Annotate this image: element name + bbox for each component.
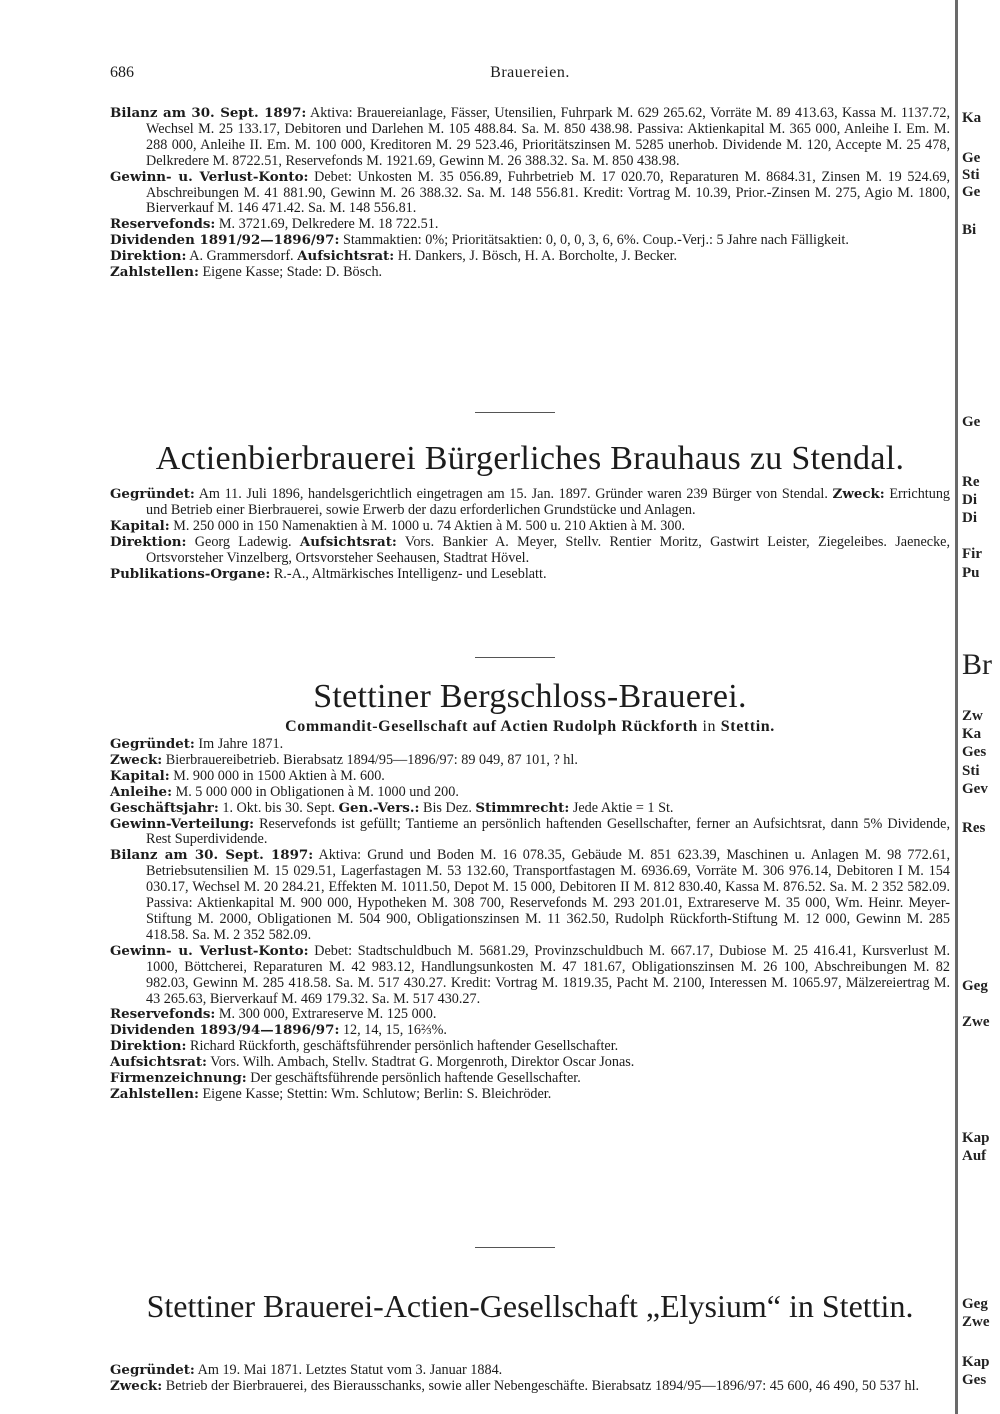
gewinn-verlust-paragraph: Gewinn- u. Verlust-Konto: Debet: Stadtschuldbuch M. 5681.29, Provinzschuldbuch M. 667.17, Dubiose M. 25 416.41, Kursverlust M. 1000, Böttcherei, Reparaturen M. 42 983.12, Handlungsunkosten M. 47 181.67, Obligationszinsen M. 26 100, Abschreibungen M. 82 982.03, Gewinn M. 285 418.58. Sa. M. 517 430.27. Kredit: Vortrag M. 1819.35, Pacht M. 2100, Interessen M. 1065.97, Mälzereiertrag M. 43 265.63, Bierverkauf M. 469 179.32. Sa. M. 517 430.27. [110,942,951,1007]
direktion-paragraph: Direktion: A. Grammersdorf. Aufsichtsrat: H. Dankers, J. Bösch, H. A. Borcholte, J. Becker. [110,248,678,265]
margin-fragment: Sti [962,167,980,183]
margin-fragment: Bi [962,222,977,238]
margin-fragment: Res [962,820,986,836]
margin-fragment: Ge [962,150,981,166]
entry-title-elysium: Stettiner Brauerei-Actien-Gesellschaft „Elysium“ in Stettin. [146,1288,914,1324]
entry-title-bergschloss: Stettiner Bergschloss-Brauerei. [313,678,747,715]
direktion-paragraph: Direktion: Georg Ladewig. Aufsichtsrat: Vors. Bankier A. Meyer, Stellv. Rentier Moritz, Gastwirt Leister, Ziegeleibes. Jaenecke, Ortsvorsteher Vinzelberg, Ortsvorsteher Seehausen, Stadtrat Hövel. [110,533,951,566]
kapital-paragraph: Kapital: M. 900 000 in 1500 Aktien à M. 600. [110,767,385,784]
section-previous-entry [110,106,950,281]
firmenzeichnung-paragraph: Firmenzeichnung: Der geschäftsführende persönlich haftende Gesellschafter. [110,1070,581,1087]
gegruendet-paragraph: Gegründet: Im Jahre 1871. [110,736,284,752]
gegruendet-paragraph: Gegründet: Am 19. Mai 1871. Letztes Statut vom 3. Januar 1884. [110,1362,503,1378]
zweck-paragraph: Zweck: Betrieb der Bierbrauerei, des Bierausschanks, sowie aller Nebengeschäfte. Bierabsatz 1894/95—1896/97: 45 600, 46 490, 50 537 hl. [110,1377,920,1394]
zweck-paragraph: Zweck: Bierbrauereibetrieb. Bierabsatz 1894/95—1896/97: 89 049, 87 101, ? hl. [110,751,578,768]
margin-fragment: Geg [962,978,988,994]
section-divider [475,412,555,413]
margin-fragment: Auf [962,1148,987,1164]
kapital-paragraph: Kapital: M. 250 000 in 150 Namenaktien à M. 1000 u. 74 Aktien à M. 500 u. 210 Aktien à M. 300. [110,517,686,534]
page-gutter-line [955,0,958,1414]
margin-fragment: Fir [962,546,982,562]
entry-title-stendal: Actienbierbrauerei Bürgerliches Brauhaus zu Stendal. [155,440,905,477]
gewinn-verlust-paragraph: Gewinn- u. Verlust-Konto: Debet: Unkosten M. 35 056.89, Fuhrbetrieb M. 17 020.70, Reparaturen M. 8684.31, Zinsen M. 19 524.69, Abschreibungen M. 41 881.90, Gewinn M. 26 388.32. Sa. M. 148 556.81. Kredit: Vortrag M. 10.39, Prior.-Zinsen M. 275, Agio M. 1800, Bierverkauf M. 146 471.42. Sa. M. 148 556.81. [110,168,950,217]
margin-fragment: Di [962,492,977,508]
margin-fragment: Zw [962,708,983,724]
margin-fragment: Ges [962,1372,987,1388]
margin-fragment: Ka [962,726,982,742]
bilanz-paragraph: Bilanz am 30. Sept. 1897: Aktiva: Grund und Boden M. 16 078.35, Gebäude M. 851 623.39, Maschinen u. Anlagen M. 98 772.61, Betriebsutensilien M. 15 029.51, Lagerfastagen M. 53 132.60, Transportfastagen M. 6936.69, Vorräte M. 306 976.14, Debitoren I M. 154 030.17, Wechsel M. 20 284.21, Effekten M. 1011.50, Depot M. 15 000, Debitoren II M. 812 830.40, Kassa M. 876.52. Sa. M. 2 352 582.09. Passiva: Aktienkapital M. 900 000, Hypotheken M. 308 700, Reservefonds M. 293 201.01, Extrareserve M. 35 000, Wm. Heinr. Meyer-Stiftung M. 2000, Obligationen M. 504 900, Obligationszinsen M. 11 362.50, Rudolph Rückforth-Stiftung M. 12 000, Gewinn M. 285 418.58. Sa. M. 2 352 582.09. [110,847,950,943]
section-stendal [110,487,950,582]
section-divider [475,1247,555,1248]
margin-fragment: Kap [962,1130,990,1146]
direktion-paragraph: Direktion: Richard Rückforth, geschäftsführender persönlich haftender Gesellschafter. [110,1038,619,1055]
gegruendet-paragraph: Gegründet: Am 11. Juli 1896, handelsgerichtlich eingetragen am 15. Jan. 1897. Gründer waren 239 Bürger von Stendal. Zweck: Errichtung und Betrieb einer Bierbrauerei, sowie Erwerb der dazu erforderlichen Grundstücke und Anlagen. [110,486,951,518]
publikation-paragraph: Publikations-Organe: R.-A., Altmärkisches Intelligenz- und Leseblatt. [110,565,547,582]
margin-fragment: Br [962,648,992,681]
dividenden-paragraph: Dividenden 1891/92—1896/97: Stammaktien: 0%; Prioritätsaktien: 0, 0, 0, 3, 6, 6%. Coup.-Verj.: 5 Jahre nach Fälligkeit. [110,232,849,249]
margin-fragment: Sti [962,763,980,779]
reservefonds-paragraph: Reservefonds: M. 300 000, Extrareserve M. 125 000. [110,1006,437,1023]
gewinnverteilung-paragraph: Gewinn-Verteilung: Reservefonds ist gefüllt; Tantieme an persönlich haftenden Gesellschafter, ferner an Aufsichtsrat, dann 5% Dividende, Rest Superdividende. [110,815,950,848]
zahlstellen-paragraph: Zahlstellen: Eigene Kasse; Stade: D. Bösch. [110,264,383,281]
page-header [110,64,950,86]
margin-fragment: Pu [962,565,980,581]
margin-fragment: Ge [962,184,981,200]
margin-fragment: Ges [962,744,987,760]
page-number: 686 [110,64,134,81]
margin-fragment: Ge [962,414,981,430]
margin-fragment: Geg [962,1296,988,1312]
margin-fragment: Zwe [962,1314,990,1330]
section-elysium [110,1363,950,1395]
section-bergschloss [110,737,950,1103]
margin-fragment: Ka [962,110,982,126]
section-divider [475,657,555,658]
geschaeftsjahr-paragraph: Geschäftsjahr: 1. Okt. bis 30. Sept. Gen.-Vers.: Bis Dez. Stimmrecht: Jede Aktie = 1 St. [110,799,674,816]
entry-subtitle: Commandit-Gesellschaft auf Actien Rudolph Rückforth in Stettin. [285,718,775,735]
reservefonds-paragraph: Reservefonds: M. 3721.69, Delkredere M. 18 722.51. [110,216,439,233]
margin-fragment: Zwe [962,1014,990,1030]
margin-fragment: Re [962,474,980,490]
adjacent-page-margin [962,0,1000,1414]
running-title: Brauereien. [490,64,570,81]
anleihe-paragraph: Anleihe: M. 5 000 000 in Obligationen à M. 1000 und 200. [110,783,459,800]
bilanz-paragraph: Bilanz am 30. Sept. 1897: Aktiva: Brauereianlage, Fässer, Utensilien, Fuhrpark M. 629 265.62, Vorräte M. 89 413.63, Kassa M. 1137.72, Wechsel M. 25 133.17, Debitoren und Darlehen M. 105 488.84. Sa. M. 850 438.98. Passiva: Aktienkapital M. 365 000, Anleihe I. Em. M. 288 000, Anleihe II. Em. M. 100 000, Kreditoren M. 29 523.46, Prioritätszinsen M. 5285 unerhob. Dividende M. 120, Accepte M. 25 478, Delkredere M. 8722.51, Reservefonds M. 1921.69, Gewinn M. 26 388.32. Sa. M. 850 438.98. [110,105,950,169]
zahlstellen-paragraph: Zahlstellen: Eigene Kasse; Stettin: Wm. Schlutow; Berlin: S. Bleichröder. [110,1085,552,1102]
aufsichtsrat-paragraph: Aufsichtsrat: Vors. Wilh. Ambach, Stellv. Stadtrat G. Morgenroth, Direktor Oscar Jonas. [110,1054,635,1071]
margin-fragment: Di [962,510,977,526]
margin-fragment: Kap [962,1354,990,1370]
dividenden-paragraph: Dividenden 1893/94—1896/97: 12, 14, 15, 16⅔%. [110,1022,447,1039]
margin-fragment: Gev [962,781,988,797]
